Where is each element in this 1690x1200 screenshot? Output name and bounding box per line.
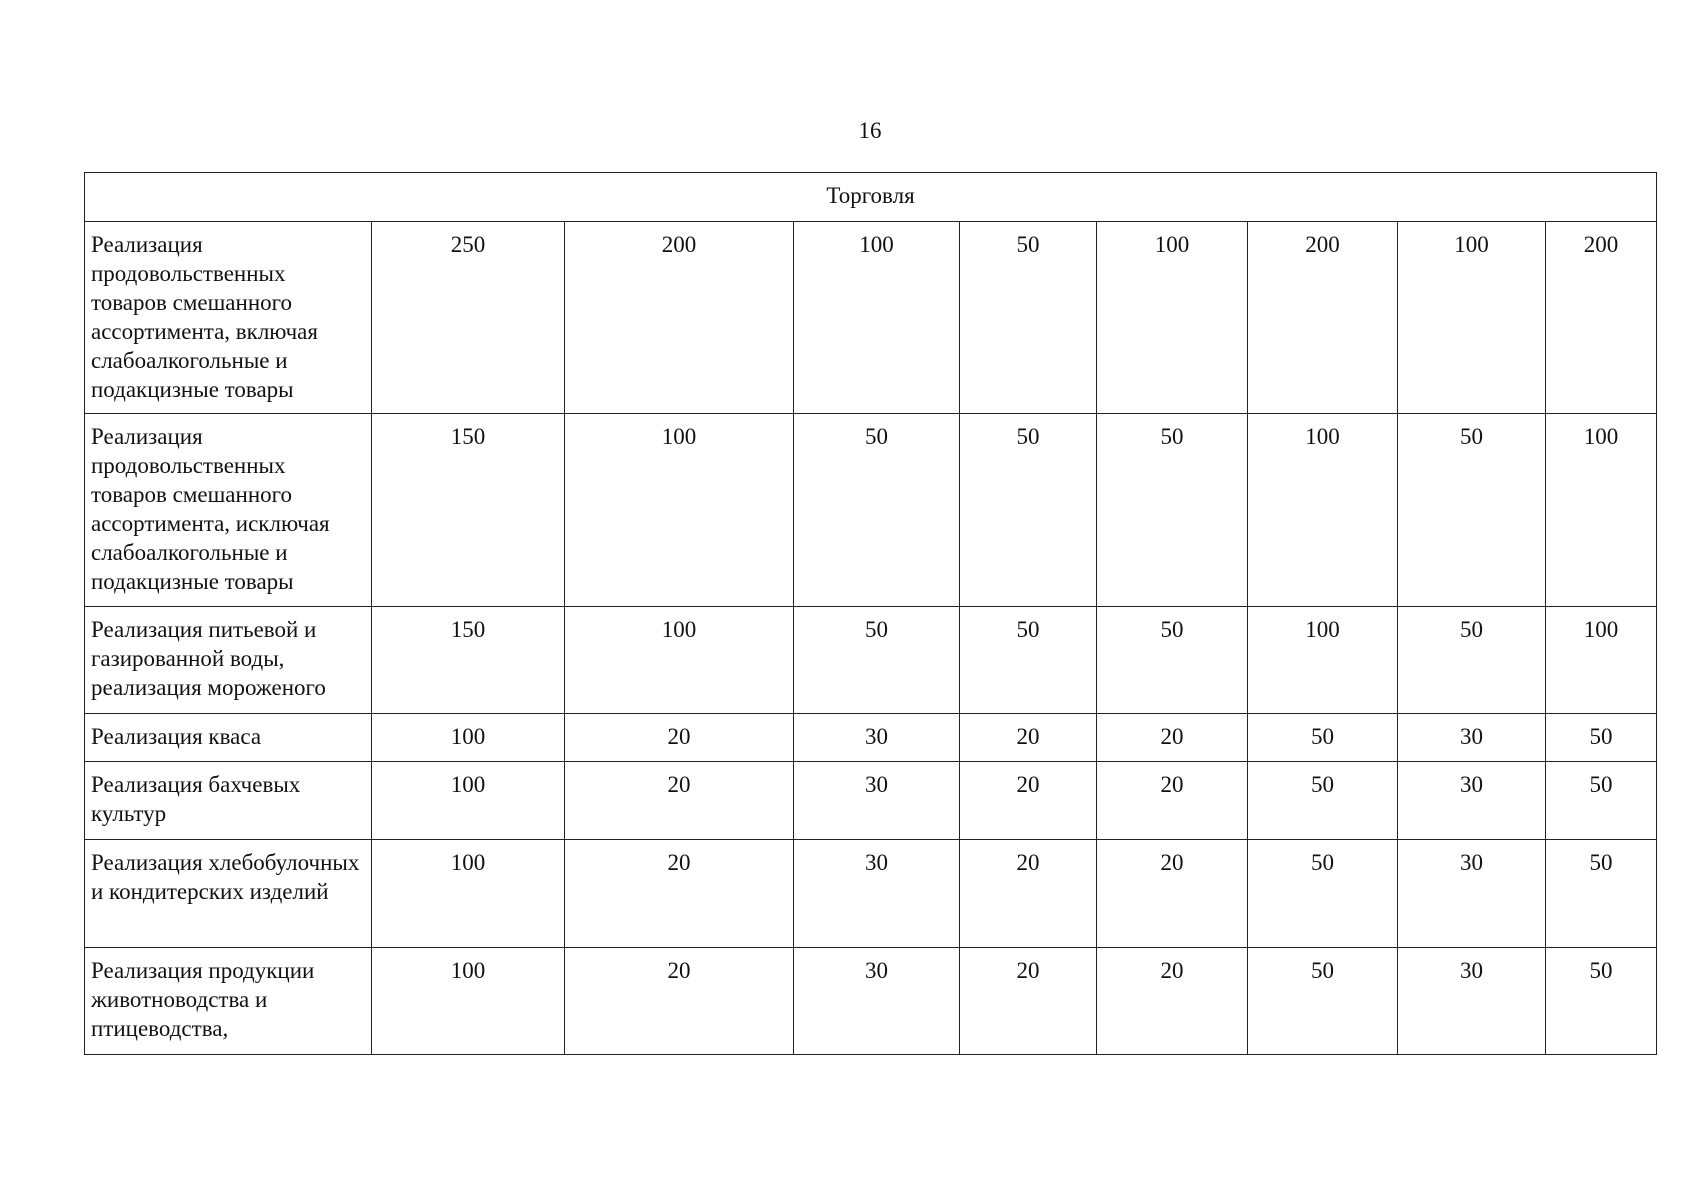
row-name: Реализация кваса: [85, 714, 372, 762]
cell-value: 20: [1097, 840, 1248, 948]
cell-value: 30: [794, 762, 960, 840]
cell-value: 50: [794, 414, 960, 607]
section-title: Торговля: [85, 173, 1657, 222]
row-name: Реализация продовольственных товаров смешанного ассортимента, включая слабоалкогольные и подакцизные товары: [85, 222, 372, 414]
row-name: Реализация продовольственных товаров смешанного ассортимента, исключая слабоалкогольные и подакцизные товары: [85, 414, 372, 607]
cell-value: 50: [1546, 714, 1657, 762]
rates-table: [84, 172, 1657, 1055]
cell-value: 100: [1546, 414, 1657, 607]
cell-value: 50: [794, 607, 960, 714]
cell-value: 20: [1097, 714, 1248, 762]
cell-value: 100: [1546, 607, 1657, 714]
cell-value: 50: [1248, 762, 1398, 840]
row-name: Реализация хлебобулочных и кондитерских изделий: [85, 840, 372, 948]
cell-value: 50: [960, 607, 1097, 714]
cell-value: 100: [372, 948, 565, 1055]
cell-value: 30: [1398, 840, 1546, 948]
cell-value: 30: [1398, 948, 1546, 1055]
cell-value: 50: [1097, 414, 1248, 607]
cell-value: 100: [1248, 414, 1398, 607]
cell-value: 20: [1097, 762, 1248, 840]
cell-value: 50: [1398, 607, 1546, 714]
cell-value: 20: [565, 762, 794, 840]
cell-value: 50: [1546, 840, 1657, 948]
cell-value: 20: [565, 840, 794, 948]
cell-value: 20: [1097, 948, 1248, 1055]
cell-value: 50: [960, 222, 1097, 414]
cell-value: 50: [1398, 414, 1546, 607]
cell-value: 100: [1097, 222, 1248, 414]
table-row: [85, 762, 1657, 840]
table-row: [85, 714, 1657, 762]
section-row: [85, 173, 1657, 222]
cell-value: 20: [565, 714, 794, 762]
table-row: [85, 607, 1657, 714]
cell-value: 50: [1248, 840, 1398, 948]
row-name: Реализация продукции животноводства и птицеводства,: [85, 948, 372, 1055]
cell-value: 150: [372, 607, 565, 714]
table-row: [85, 414, 1657, 607]
cell-value: 30: [794, 714, 960, 762]
cell-value: 50: [960, 414, 1097, 607]
page-number: 16: [858, 118, 882, 143]
cell-value: 100: [1398, 222, 1546, 414]
cell-value: 20: [960, 840, 1097, 948]
table-row: [85, 948, 1657, 1055]
cell-value: 50: [1097, 607, 1248, 714]
cell-value: 50: [1546, 762, 1657, 840]
cell-value: 100: [372, 840, 565, 948]
cell-value: 100: [565, 414, 794, 607]
cell-value: 250: [372, 222, 565, 414]
cell-value: 20: [960, 714, 1097, 762]
cell-value: 30: [794, 948, 960, 1055]
cell-value: 50: [1248, 714, 1398, 762]
cell-value: 200: [565, 222, 794, 414]
cell-value: 100: [372, 714, 565, 762]
cell-value: 30: [1398, 762, 1546, 840]
cell-value: 200: [1248, 222, 1398, 414]
cell-value: 100: [1248, 607, 1398, 714]
cell-value: 50: [1546, 948, 1657, 1055]
cell-value: 100: [372, 762, 565, 840]
cell-value: 20: [565, 948, 794, 1055]
row-name: Реализация бахчевых культур: [85, 762, 372, 840]
row-name: Реализация питьевой и газированной воды, реализация мороженого: [85, 607, 372, 714]
cell-value: 30: [1398, 714, 1546, 762]
table-row: [85, 840, 1657, 948]
table-row: [85, 222, 1657, 414]
cell-value: 150: [372, 414, 565, 607]
cell-value: 20: [960, 762, 1097, 840]
cell-value: 30: [794, 840, 960, 948]
cell-value: 20: [960, 948, 1097, 1055]
cell-value: 50: [1248, 948, 1398, 1055]
cell-value: 100: [794, 222, 960, 414]
cell-value: 200: [1546, 222, 1657, 414]
cell-value: 100: [565, 607, 794, 714]
